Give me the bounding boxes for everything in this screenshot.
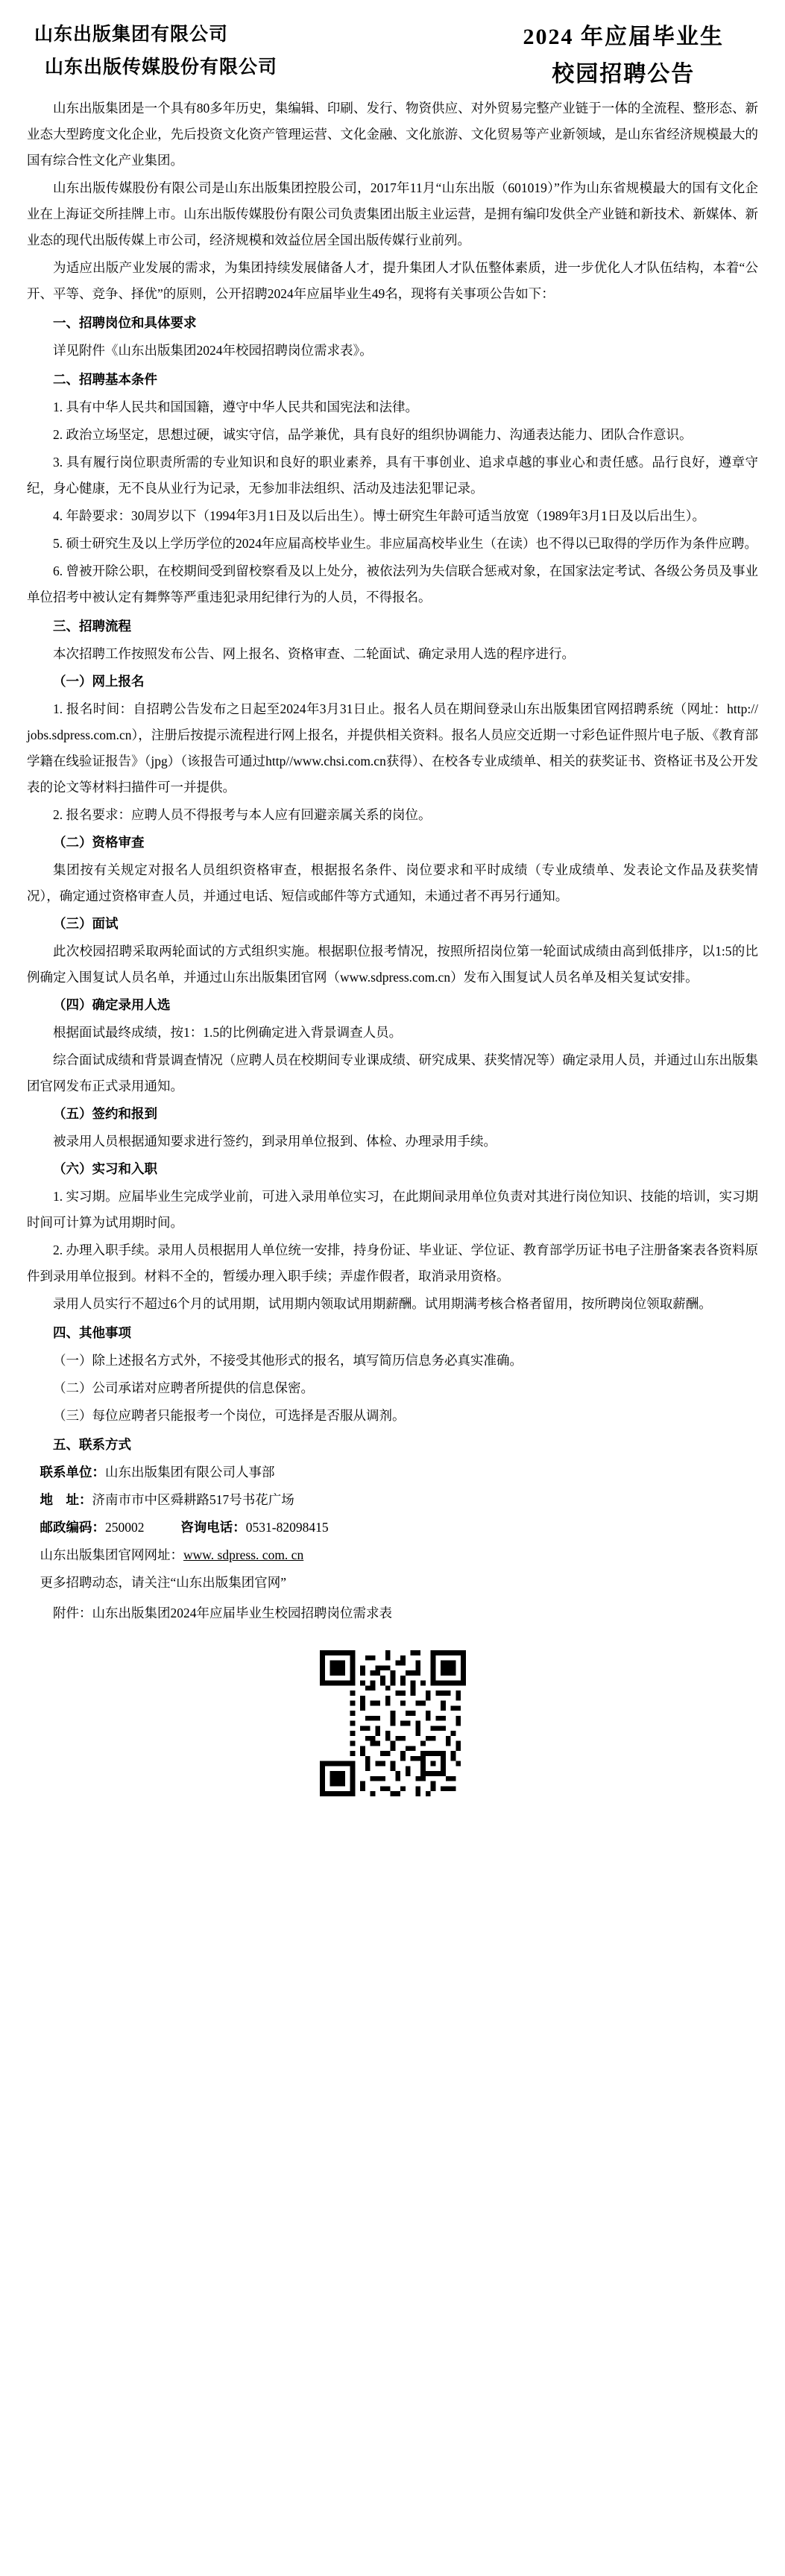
contact-address-value: 济南市市中区舜耕路517号书花广场 [92, 1492, 294, 1507]
contact-zip-tel-row [27, 1515, 758, 1541]
section-3-sub-4-paragraph-1: 根据面试最终成绩，按1：1.5的比例确定进入背景调查人员。 [53, 1025, 403, 1040]
section-3-sub-1-paragraph-2: 2. 报名要求：应聘人员不得报考与本人应有回避亲属关系的岗位。 [53, 807, 432, 822]
section-2-item-2: 2. 政治立场坚定，思想过硬，诚实守信，品学兼优，具有良好的组织协调能力、沟通表达能力、团队合作意识。 [53, 427, 693, 442]
qr-code-container [27, 1646, 758, 1801]
contact-tel-value: 0531-82098415 [245, 1520, 329, 1535]
section-3-intro: 本次招聘工作按照发布公告、网上报名、资格审查、二轮面试、确定录用人选的程序进行。 [53, 646, 575, 661]
contact-website-row [27, 1542, 758, 1568]
section-3-sub-6-paragraph-3: 录用人员实行不超过6个月的试用期，试用期内领取试用期薪酬。试用期满考核合格者留用，按所聘岗位领取薪酬。 [53, 1296, 712, 1311]
contact-unit-value: 山东出版集团有限公司人事部 [105, 1465, 275, 1480]
page-title-line1: 2024 年应届毕业生 [523, 25, 724, 49]
section-1-heading: 一、招聘岗位和具体要求 [53, 315, 197, 330]
section-3-sub-1-heading: （一）网上报名 [53, 674, 145, 689]
contact-zip-value: 250002 [105, 1520, 145, 1535]
section-3-sub-2-heading: （二）资格审查 [53, 835, 145, 850]
section-2-item-6: 6. 曾被开除公职，在校期间受到留校察看及以上处分，被依法列为失信联合惩戒对象，在国家法定考试、各级公务员及事业单位招考中被认定有舞弊等严重违犯录用纪律行为的人员，不得报名。 [27, 564, 758, 604]
section-1-paragraph: 详见附件《山东出版集团2024年校园招聘岗位需求表》。 [53, 343, 373, 358]
section-4-heading: 四、其他事项 [53, 1325, 131, 1340]
document-body [27, 95, 758, 1626]
section-4-item-3: （三）每位应聘者只能报考一个岗位，可选择是否服从调剂。 [53, 1408, 406, 1423]
page-title-line2: 校园招聘公告 [552, 62, 696, 86]
org-name-company: 山东出版传媒股份有限公司 [45, 57, 278, 78]
contact-website-link[interactable]: www. sdpress. com. cn [183, 1547, 304, 1562]
section-2-item-3: 3. 具有履行岗位职责所需的专业知识和良好的职业素养，具有干事创业、追求卓越的事业心和责任感。品行良好，遵章守纪，身心健康，无不良从业行为记录，无参加非法组织、活动及违法犯罪记录。 [27, 455, 758, 496]
contact-unit-row [27, 1459, 758, 1486]
section-3-sub-1-paragraph-1: 1. 报名时间：自招聘公告发布之日起至2024年3月31日止。报名人员在期间登录山东出版集团官网招聘系统（网址：http:// jobs.sdpress.com.cn），注册后按提示流程进行网上报名，并提供相关资料。报名人员应交近期一寸彩色证件照片电子版、《教育部学籍在线验证报告》（jpg）（该报告可通过http//www.chsi.com.cn获得）、在校各专业成绩单、相关的获奖证书、资格证书及公开发表的论文等材料扫描件可一并提供。 [27, 701, 758, 795]
intro-paragraph-3: 为适应出版产业发展的需求，为集团持续发展储备人才，提升集团人才队伍整体素质，进一步优化人才队伍结构，本着“公开、平等、竞争、择优”的原则，公开招聘2024年应届毕业生49名，现将有关事项公告如下： [27, 260, 758, 301]
section-4-item-2: （二）公司承诺对应聘者所提供的信息保密。 [53, 1380, 314, 1395]
section-4-item-1: （一）除上述报名方式外，不接受其他形式的报名，填写简历信息务必真实准确。 [53, 1353, 523, 1368]
section-3-sub-6-paragraph-1: 1. 实习期。应届毕业生完成学业前，可进入录用单位实习，在此期间录用单位负责对其进行岗位知识、技能的培训，实习期时间可计算为试用期时间。 [27, 1189, 758, 1230]
section-3-sub-5-paragraph-1: 被录用人员根据通知要求进行签约，到录用单位报到、体检、办理录用手续。 [53, 1134, 496, 1149]
org-name-group: 山东出版集团有限公司 [34, 25, 229, 45]
section-3-sub-6-paragraph-2: 2. 办理入职手续。录用人员根据用人单位统一安排，持身份证、毕业证、学位证、教育部学历证书电子注册备案表各资料原件到录用单位报到。材料不全的，暂缓办理入职手续；弄虚作假者，取消录用资格。 [27, 1243, 758, 1284]
section-3-sub-3-heading: （三）面试 [53, 916, 119, 931]
contact-address-row [27, 1487, 758, 1513]
section-2-item-5: 5. 硕士研究生及以上学历学位的2024年应届高校毕业生。非应届高校毕业生（在读）也不得以已取得的学历作为条件应聘。 [53, 536, 757, 551]
attachment-line: 附件：山东出版集团2024年应届毕业生校园招聘岗位需求表 [53, 1606, 392, 1620]
section-3-sub-6-heading: （六）实习和入职 [53, 1161, 157, 1176]
intro-paragraph-1: 山东出版集团是一个具有80多年历史，集编辑、印刷、发行、物资供应、对外贸易完整产业链于一体的全流程、整形态、新业态大型跨度文化企业，先后投资文化资产管理运营、文化金融、文化旅游、文化贸易等产业新领域，是山东省经济规模最大的国有综合性文化产业集团。 [27, 101, 758, 168]
organization-names [34, 16, 277, 79]
contact-address-label: 地 址： [40, 1492, 92, 1507]
section-3-sub-2-paragraph-1: 集团按有关规定对报名人员组织资格审查，根据报名条件、岗位要求和平时成绩（专业成绩单、发表论文作品及获奖情况），确定通过资格审查人员，并通过电话、短信或邮件等方式通知，未通过者不再另行通知。 [27, 862, 758, 903]
section-2-item-4: 4. 年龄要求：30周岁以下（1994年3月1日及以后出生）。博士研究生年龄可适当放宽（1989年3月1日及以后出生）。 [53, 508, 705, 523]
contact-unit-label: 联系单位： [40, 1465, 105, 1480]
contact-website-label: 山东出版集团官网网址： [40, 1547, 183, 1562]
document-header [27, 12, 758, 95]
section-5-heading: 五、联系方式 [53, 1437, 131, 1452]
section-3-sub-5-heading: （五）签约和报到 [53, 1106, 157, 1121]
section-3-heading: 三、招聘流程 [53, 619, 131, 634]
section-2-heading: 二、招聘基本条件 [53, 372, 157, 387]
section-3-sub-3-paragraph-1: 此次校园招聘采取两轮面试的方式组织实施。根据职位报考情况，按照所招岗位第一轮面试成绩由高到低排序，以1:5的比例确定入围复试人员名单，并通过山东出版集团官网（www.sdpress.com.cn）发布入围复试人员名单及相关复试安排。 [27, 944, 758, 985]
contact-tel-label: 咨询电话： [180, 1520, 246, 1535]
section-2-item-1: 1. 具有中华人民共和国国籍，遵守中华人民共和国宪法和法律。 [53, 400, 418, 414]
document-title [523, 16, 754, 88]
contact-zip-label: 邮政编码： [40, 1520, 105, 1535]
intro-paragraph-2: 山东出版传媒股份有限公司是山东出版集团控股公司，2017年11月“山东出版（601019）”作为山东省规模最大的国有文化企业在上海证交所挂牌上市。山东出版传媒股份有限公司负责集团出版主业运营，是拥有编印发供全产业链和新技术、新媒体、新业态的现代出版传媒上市公司，经济规模和效益位居全国出版传媒行业前列。 [27, 180, 758, 247]
qr-code-icon[interactable] [315, 1646, 470, 1801]
section-3-sub-4-paragraph-2: 综合面试成绩和背景调查情况（应聘人员在校期间专业课成绩、研究成果、获奖情况等）确定录用人员，并通过山东出版集团官网发布正式录用通知。 [27, 1052, 758, 1093]
contact-wechat-row: 更多招聘动态，请关注“山东出版集团官网” [40, 1575, 287, 1590]
section-3-sub-4-heading: （四）确定录用人选 [53, 997, 171, 1012]
